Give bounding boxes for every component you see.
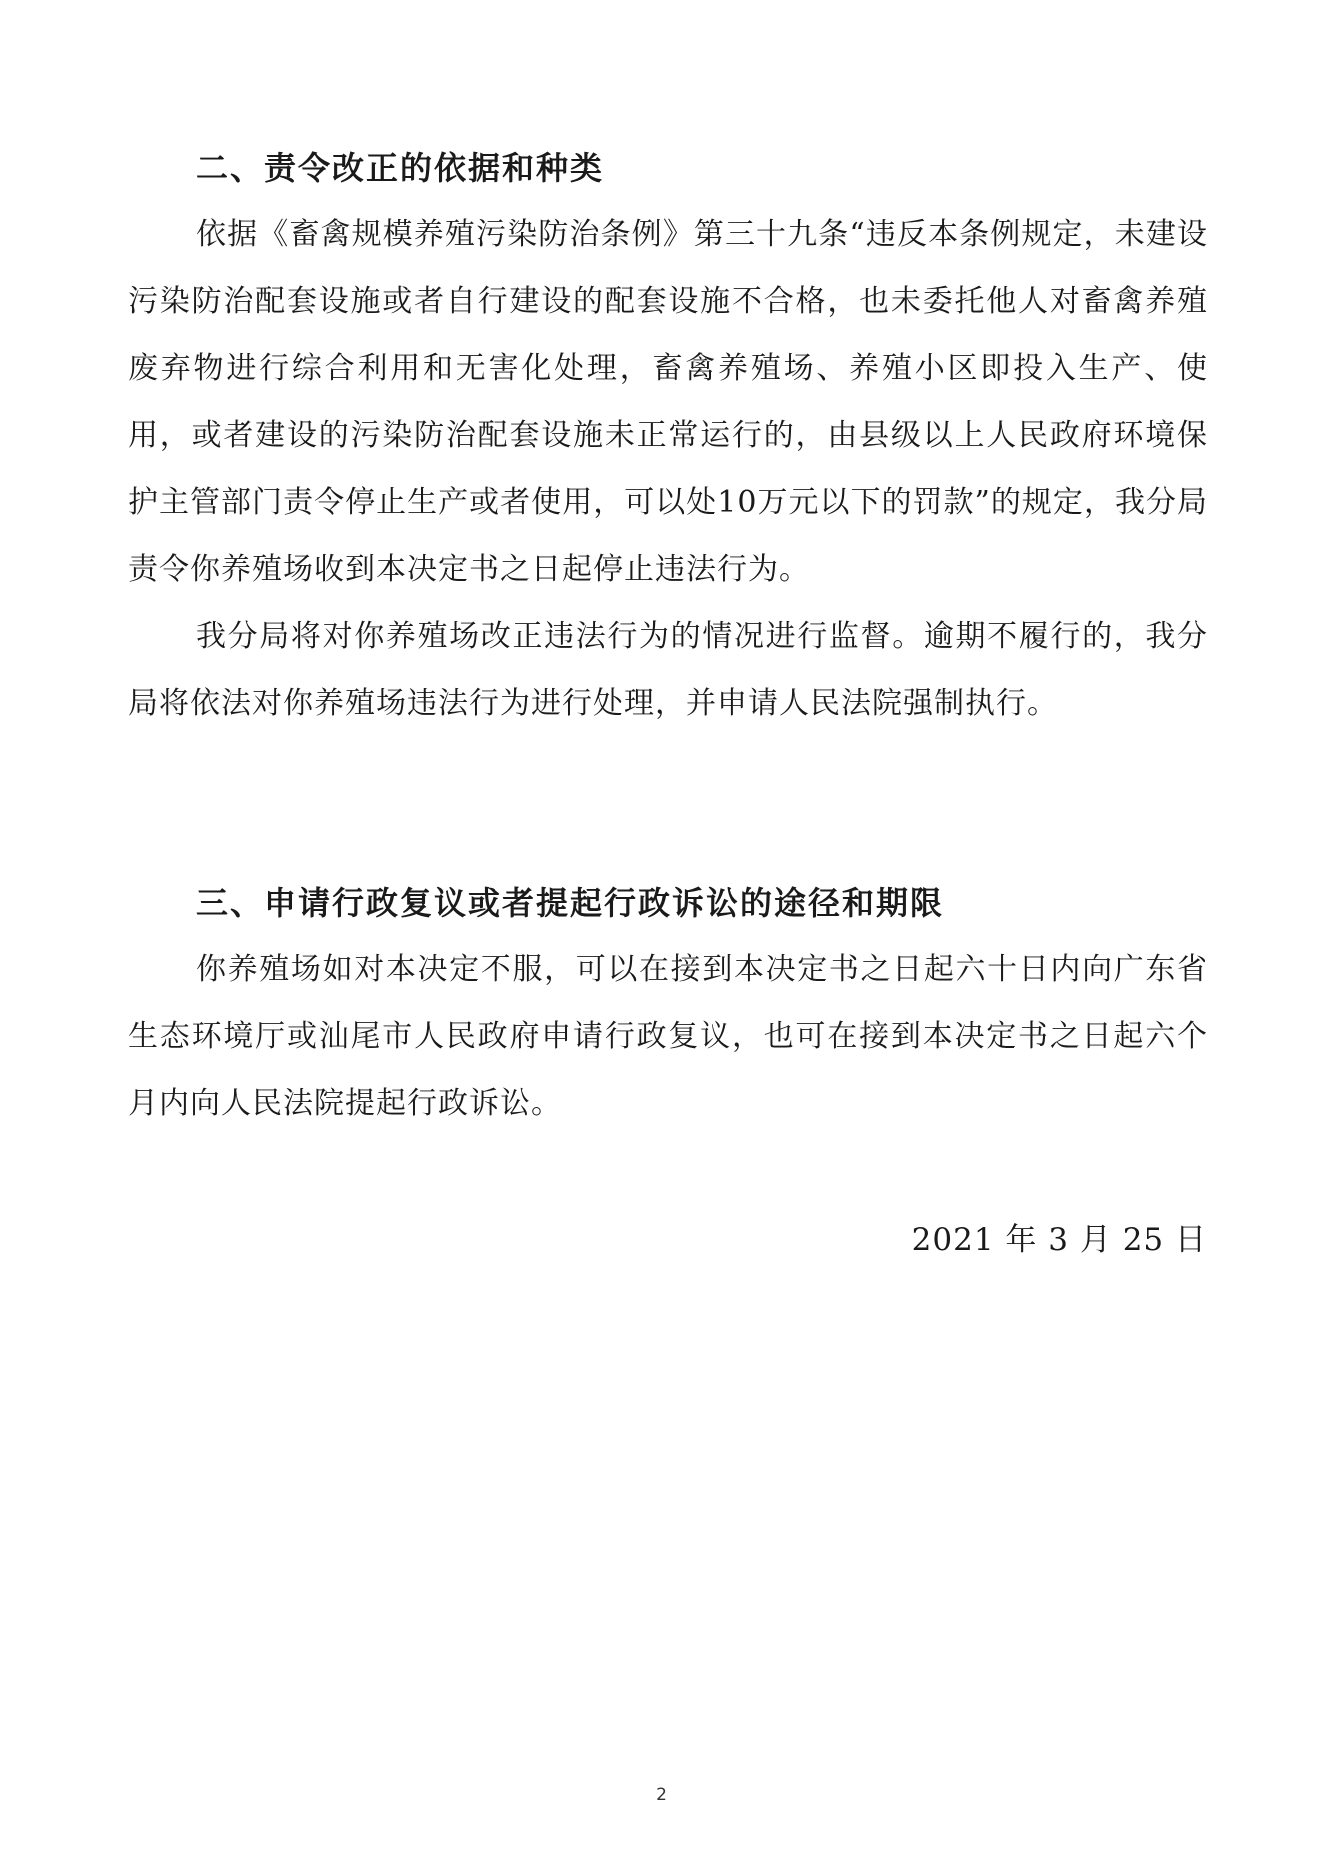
section3-heading: 三、申请行政复议或者提起行政诉讼的途径和期限: [196, 884, 945, 922]
section3-body: [128, 936, 1208, 1137]
page-number: 2: [656, 1785, 667, 1805]
section2-paragraph-legal-basis: 依据《畜禽规模养殖污染防治条例》第三十九条“违反本条例规定，未建设污染防治配套设施或者自行建设的配套设施不合格，也未委托他人对畜禽养殖废弃物进行综合利用和无害化处理，畜禽养殖场、养殖小区即投入生产、使用，或者建设的污染防治配套设施未正常运行的，由县级以上人民政府环境保护主管部门责令停止生产或者使用，可以处10万元以下的罚款”的规定，我分局责令你养殖场收到本决定书之日起停止违法行为。: [128, 217, 1208, 587]
section3-paragraph-appeal: 你养殖场如对本决定不服，可以在接到本决定书之日起六十日内向广东省生态环境厅或汕尾市人民政府申请行政复议，也可在接到本决定书之日起六个月内向人民法院提起行政诉讼。: [128, 952, 1208, 1121]
section2-heading: 二、责令改正的依据和种类: [196, 149, 605, 187]
document-date: 2021 年 3 月 25 日: [911, 1222, 1207, 1258]
section2-paragraph-supervision: 我分局将对你养殖场改正违法行为的情况进行监督。逾期不履行的，我分局将依法对你养殖场违法行为进行处理，并申请人民法院强制执行。: [128, 619, 1208, 721]
section2-body: [128, 201, 1208, 737]
